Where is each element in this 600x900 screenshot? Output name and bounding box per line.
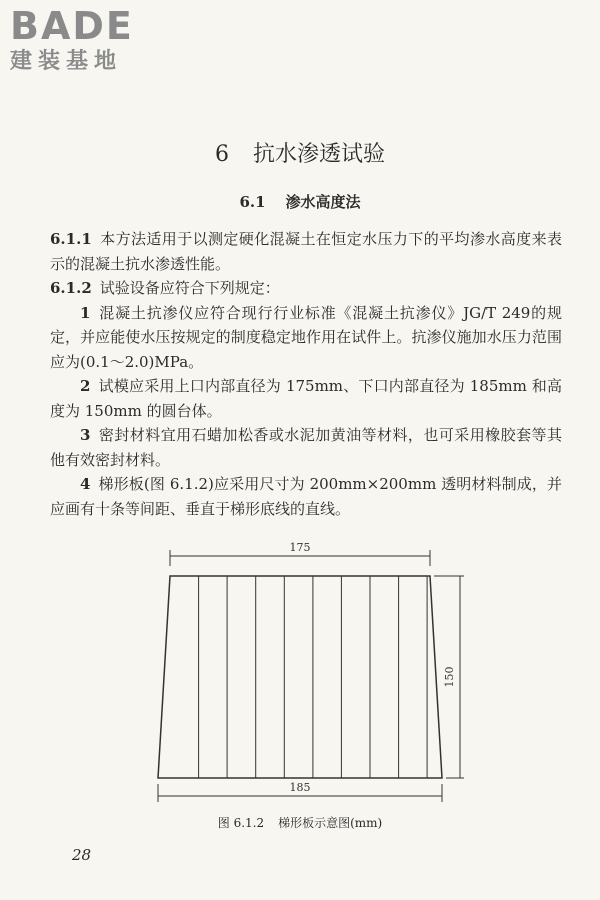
- clause-label: 6.1.1: [50, 230, 92, 248]
- figure-caption: [0, 815, 600, 831]
- section-number: 6.1: [239, 193, 266, 211]
- side-dimension-label: 150: [443, 666, 456, 688]
- clause-text: 本方法适用于以测定硬化混凝土在恒定水压力下的平均渗水高度来表示的混凝土抗水渗透性能。: [50, 230, 562, 273]
- list-item: [50, 472, 562, 521]
- item-label: 2: [80, 377, 91, 395]
- logo-brand: BADE: [10, 4, 134, 48]
- item-label: 4: [80, 475, 91, 493]
- trapezoid-outline: [158, 576, 442, 778]
- chapter-title: 抗水渗透试验: [252, 142, 385, 167]
- publisher-logo: [10, 6, 134, 76]
- list-item: [50, 301, 562, 375]
- clause-6-1-2: [50, 276, 562, 301]
- item-label: 1: [80, 303, 91, 322]
- body-text: [50, 227, 562, 521]
- item-text: 混凝土抗渗仪应符合现行行业标准《混凝土抗渗仪》JG/T 249的规定，并应能使水压按规定的制度稳定地作用在试件上。抗渗仪施加水压力范围应为(0.1～2.0)MPa。: [50, 303, 562, 371]
- section-title: 渗水高度法: [285, 193, 361, 211]
- clause-6-1-1: [50, 227, 562, 276]
- chapter-heading: [0, 141, 600, 169]
- clause-label: 6.1.2: [50, 279, 92, 297]
- logo-subtitle: 建装基地: [10, 49, 123, 74]
- list-item: [50, 374, 562, 423]
- clause-text: 试验设备应符合下列规定：: [99, 279, 280, 297]
- bottom-dimension-label: 185: [289, 781, 311, 794]
- page-number: 28: [72, 846, 92, 864]
- item-text: 试模应采用上口内部直径为 175mm、下口内部直径为 185mm 和高度为 150mm 的圆台体。: [50, 377, 562, 420]
- top-dimension-label: 175: [289, 541, 311, 554]
- trapezoid-plate-diagram: [150, 540, 470, 830]
- chapter-number: 6: [214, 142, 229, 167]
- section-heading: [0, 192, 600, 212]
- caption-text: 梯形板示意图(mm): [278, 816, 383, 830]
- item-text: 梯形板(图 6.1.2)应采用尺寸为 200mm×200mm 透明材料制成，并应画有十条等间距、垂直于梯形底线的直线。: [50, 475, 562, 518]
- list-item: [50, 423, 562, 472]
- caption-number: 图 6.1.2: [217, 816, 265, 830]
- item-text: 密封材料宜用石蜡加松香或水泥加黄油等材料，也可采用橡胶套等其他有效密封材料。: [50, 426, 562, 469]
- item-label: 3: [80, 426, 91, 444]
- equal-spaced-lines: [199, 576, 428, 778]
